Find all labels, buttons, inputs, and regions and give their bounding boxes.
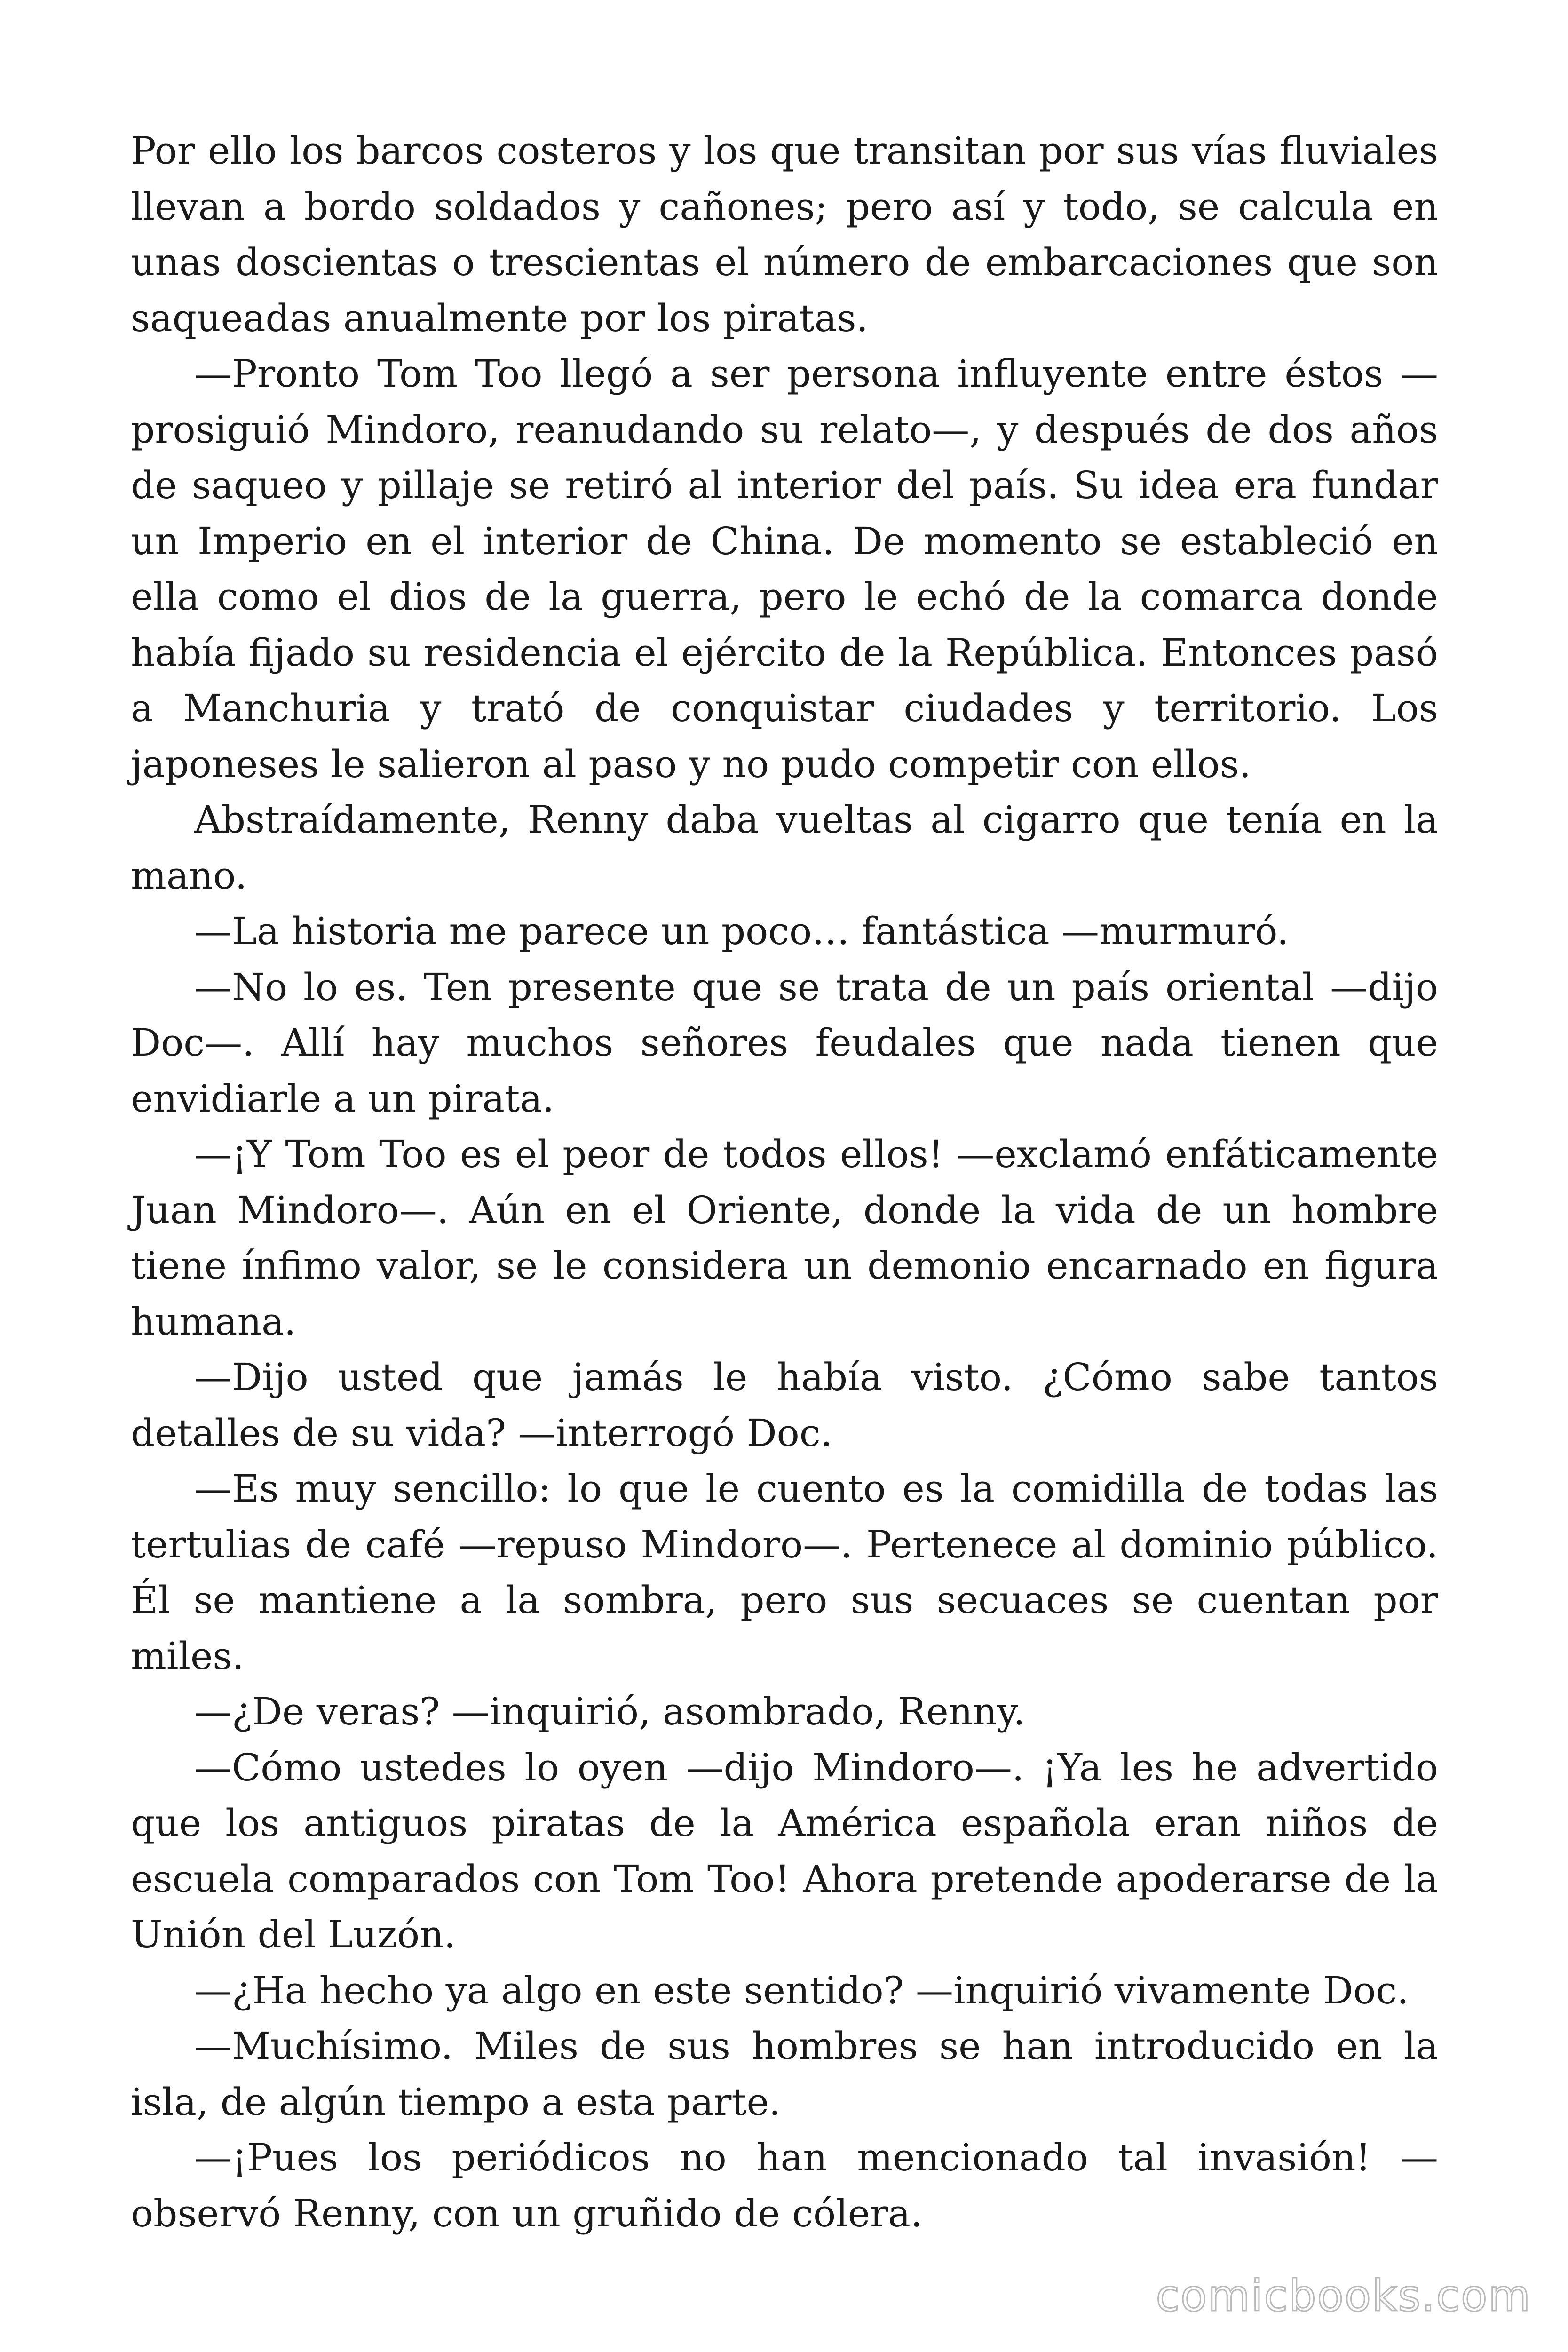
paragraph: —Es muy sencillo: lo que le cuento es la comidilla de todas las tertulias de café —repuso Mindoro—. Pertenece al dominio público. Él se mantiene a la sombra, pero sus secuaces se cuentan por miles. [131, 1467, 1438, 1678]
paragraph: Abstraídamente, Renny daba vueltas al cigarro que tenía en la mano. [131, 798, 1438, 898]
paragraph: —No lo es. Ten presente que se trata de un país oriental —dijo Doc—. Allí hay muchos señores feudales que nada tienen que envidiarle a un pirata. [131, 965, 1438, 1120]
paragraph: —La historia me parece un poco… fantástica —murmuró. [194, 909, 1289, 953]
paragraph: —¿De veras? —inquirió, asombrado, Renny. [194, 1690, 1025, 1733]
paragraph: —¡Y Tom Too es el peor de todos ellos! —exclamó enfáticamente Juan Mindoro—. Aún en el Oriente, donde la vida de un hombre tiene ínfimo valor, se le considera un demonio encarnado en figura humana. [131, 1132, 1438, 1343]
paragraph: —Muchísimo. Miles de sus hombres se han introducido en la isla, de algún tiempo a esta parte. [131, 2024, 1438, 2124]
paragraph: —Pronto Tom Too llegó a ser persona influyente entre éstos —prosiguió Mindoro, reanudando su relato—, y después de dos años de saqueo y pillaje se retiró al interior del país. Su idea era fundar un Imperio en el interior de China. De momento se estableció en ella como el dios de la guerra, pero le echó de la comarca donde había fijado su residencia el ejército de la República. Entonces pasó a Manchuria y trató de conquistar ciudades y territorio. Los japoneses le salieron al paso y no pudo competir con ellos. [131, 352, 1438, 786]
paragraph: —Dijo usted que jamás le había visto. ¿Cómo sabe tantos detalles de su vida? —interrogó Doc. [131, 1355, 1438, 1455]
paragraph: —¡Pues los periódicos no han mencionado tal invasión! —observó Renny, con un gruñido de cólera. [131, 2136, 1438, 2235]
body-text [131, 123, 1438, 2241]
paragraph: Por ello los barcos costeros y los que transitan por sus vías fluviales llevan a bordo soldados y cañones; pero así y todo, se calcula en unas doscientas o trescientas el número de embarcaciones que son saqueadas anualmente por los piratas. [131, 129, 1438, 340]
watermark: comicbooks.com [1156, 2271, 1531, 2321]
paragraph: —¿Ha hecho ya algo en este sentido? —inquirió vivamente Doc. [194, 1968, 1409, 2012]
paragraph: —Cómo ustedes lo oyen —dijo Mindoro—. ¡Ya les he advertido que los antiguos piratas de la América española eran niños de escuela comparados con Tom Too! Ahora pretende apoderarse de la Unión del Luzón. [131, 1745, 1438, 1956]
